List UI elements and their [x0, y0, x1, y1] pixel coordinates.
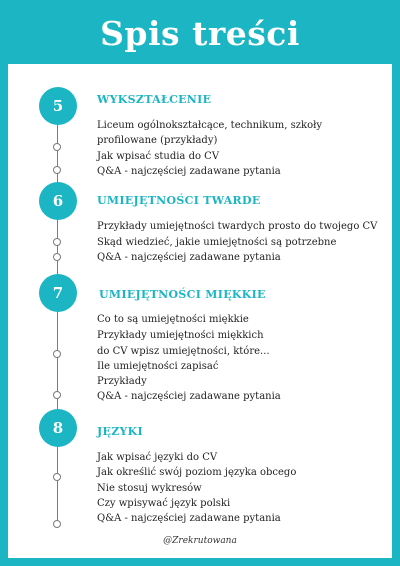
footer-signature: @Zrekrutowana: [163, 536, 237, 546]
toc-panel: [8, 64, 392, 558]
timeline-dot: [53, 143, 61, 151]
section-heading[interactable]: UMIEJĘTNOŚCI MIĘKKIE: [99, 288, 266, 301]
toc-item[interactable]: Czy wpisywać język polski: [97, 498, 231, 509]
timeline-dot: [53, 350, 61, 358]
section-heading[interactable]: JĘZYKI: [97, 425, 143, 438]
section-number-badge: 8: [39, 409, 77, 447]
timeline-dot: [53, 166, 61, 174]
section-heading[interactable]: UMIEJĘTNOŚCI TWARDE: [97, 194, 261, 207]
timeline-dot: [53, 473, 61, 481]
toc-item[interactable]: Jak wpisać studia do CV: [97, 151, 220, 162]
toc-item[interactable]: Ile umiejętności zapisać: [97, 361, 219, 372]
page-title: Spis treści: [100, 14, 300, 53]
toc-item[interactable]: Przykłady umiejętności miękkich: [97, 330, 264, 341]
toc-item[interactable]: Q&A - najczęściej zadawane pytania: [97, 166, 281, 177]
toc-item[interactable]: Co to są umiejętności miękkie: [97, 314, 249, 325]
timeline-dot: [53, 520, 61, 528]
toc-item[interactable]: Q&A - najczęściej zadawane pytania: [97, 252, 281, 263]
timeline-dot: [53, 238, 61, 246]
toc-item[interactable]: Przykłady: [97, 376, 147, 387]
timeline-dot: [53, 253, 61, 261]
toc-item[interactable]: Liceum ogólnokształcące, technikum, szkoły: [97, 120, 323, 131]
toc-item[interactable]: do CV wpisz umiejętności, które...: [97, 346, 270, 357]
section-number-badge: 6: [39, 182, 77, 220]
toc-item[interactable]: Skąd wiedzieć, jakie umiejętności są potrzebne: [97, 237, 337, 248]
toc-item[interactable]: Nie stosuj wykresów: [97, 483, 202, 494]
section-heading[interactable]: WYKSZTAŁCENIE: [97, 93, 212, 106]
toc-item[interactable]: Jak wpisać języki do CV: [97, 452, 218, 463]
toc-item[interactable]: Q&A - najczęściej zadawane pytania: [97, 391, 281, 402]
toc-item[interactable]: Przykłady umiejętności twardych prosto do twojego CV: [97, 221, 378, 232]
timeline-dot: [53, 391, 61, 399]
toc-item[interactable]: Q&A - najczęściej zadawane pytania: [97, 513, 281, 524]
toc-item[interactable]: Jak określić swój poziom języka obcego: [97, 467, 297, 478]
section-number-badge: 5: [39, 87, 77, 125]
section-number-badge: 7: [39, 274, 77, 312]
toc-item[interactable]: profilowane (przykłady): [97, 135, 218, 146]
